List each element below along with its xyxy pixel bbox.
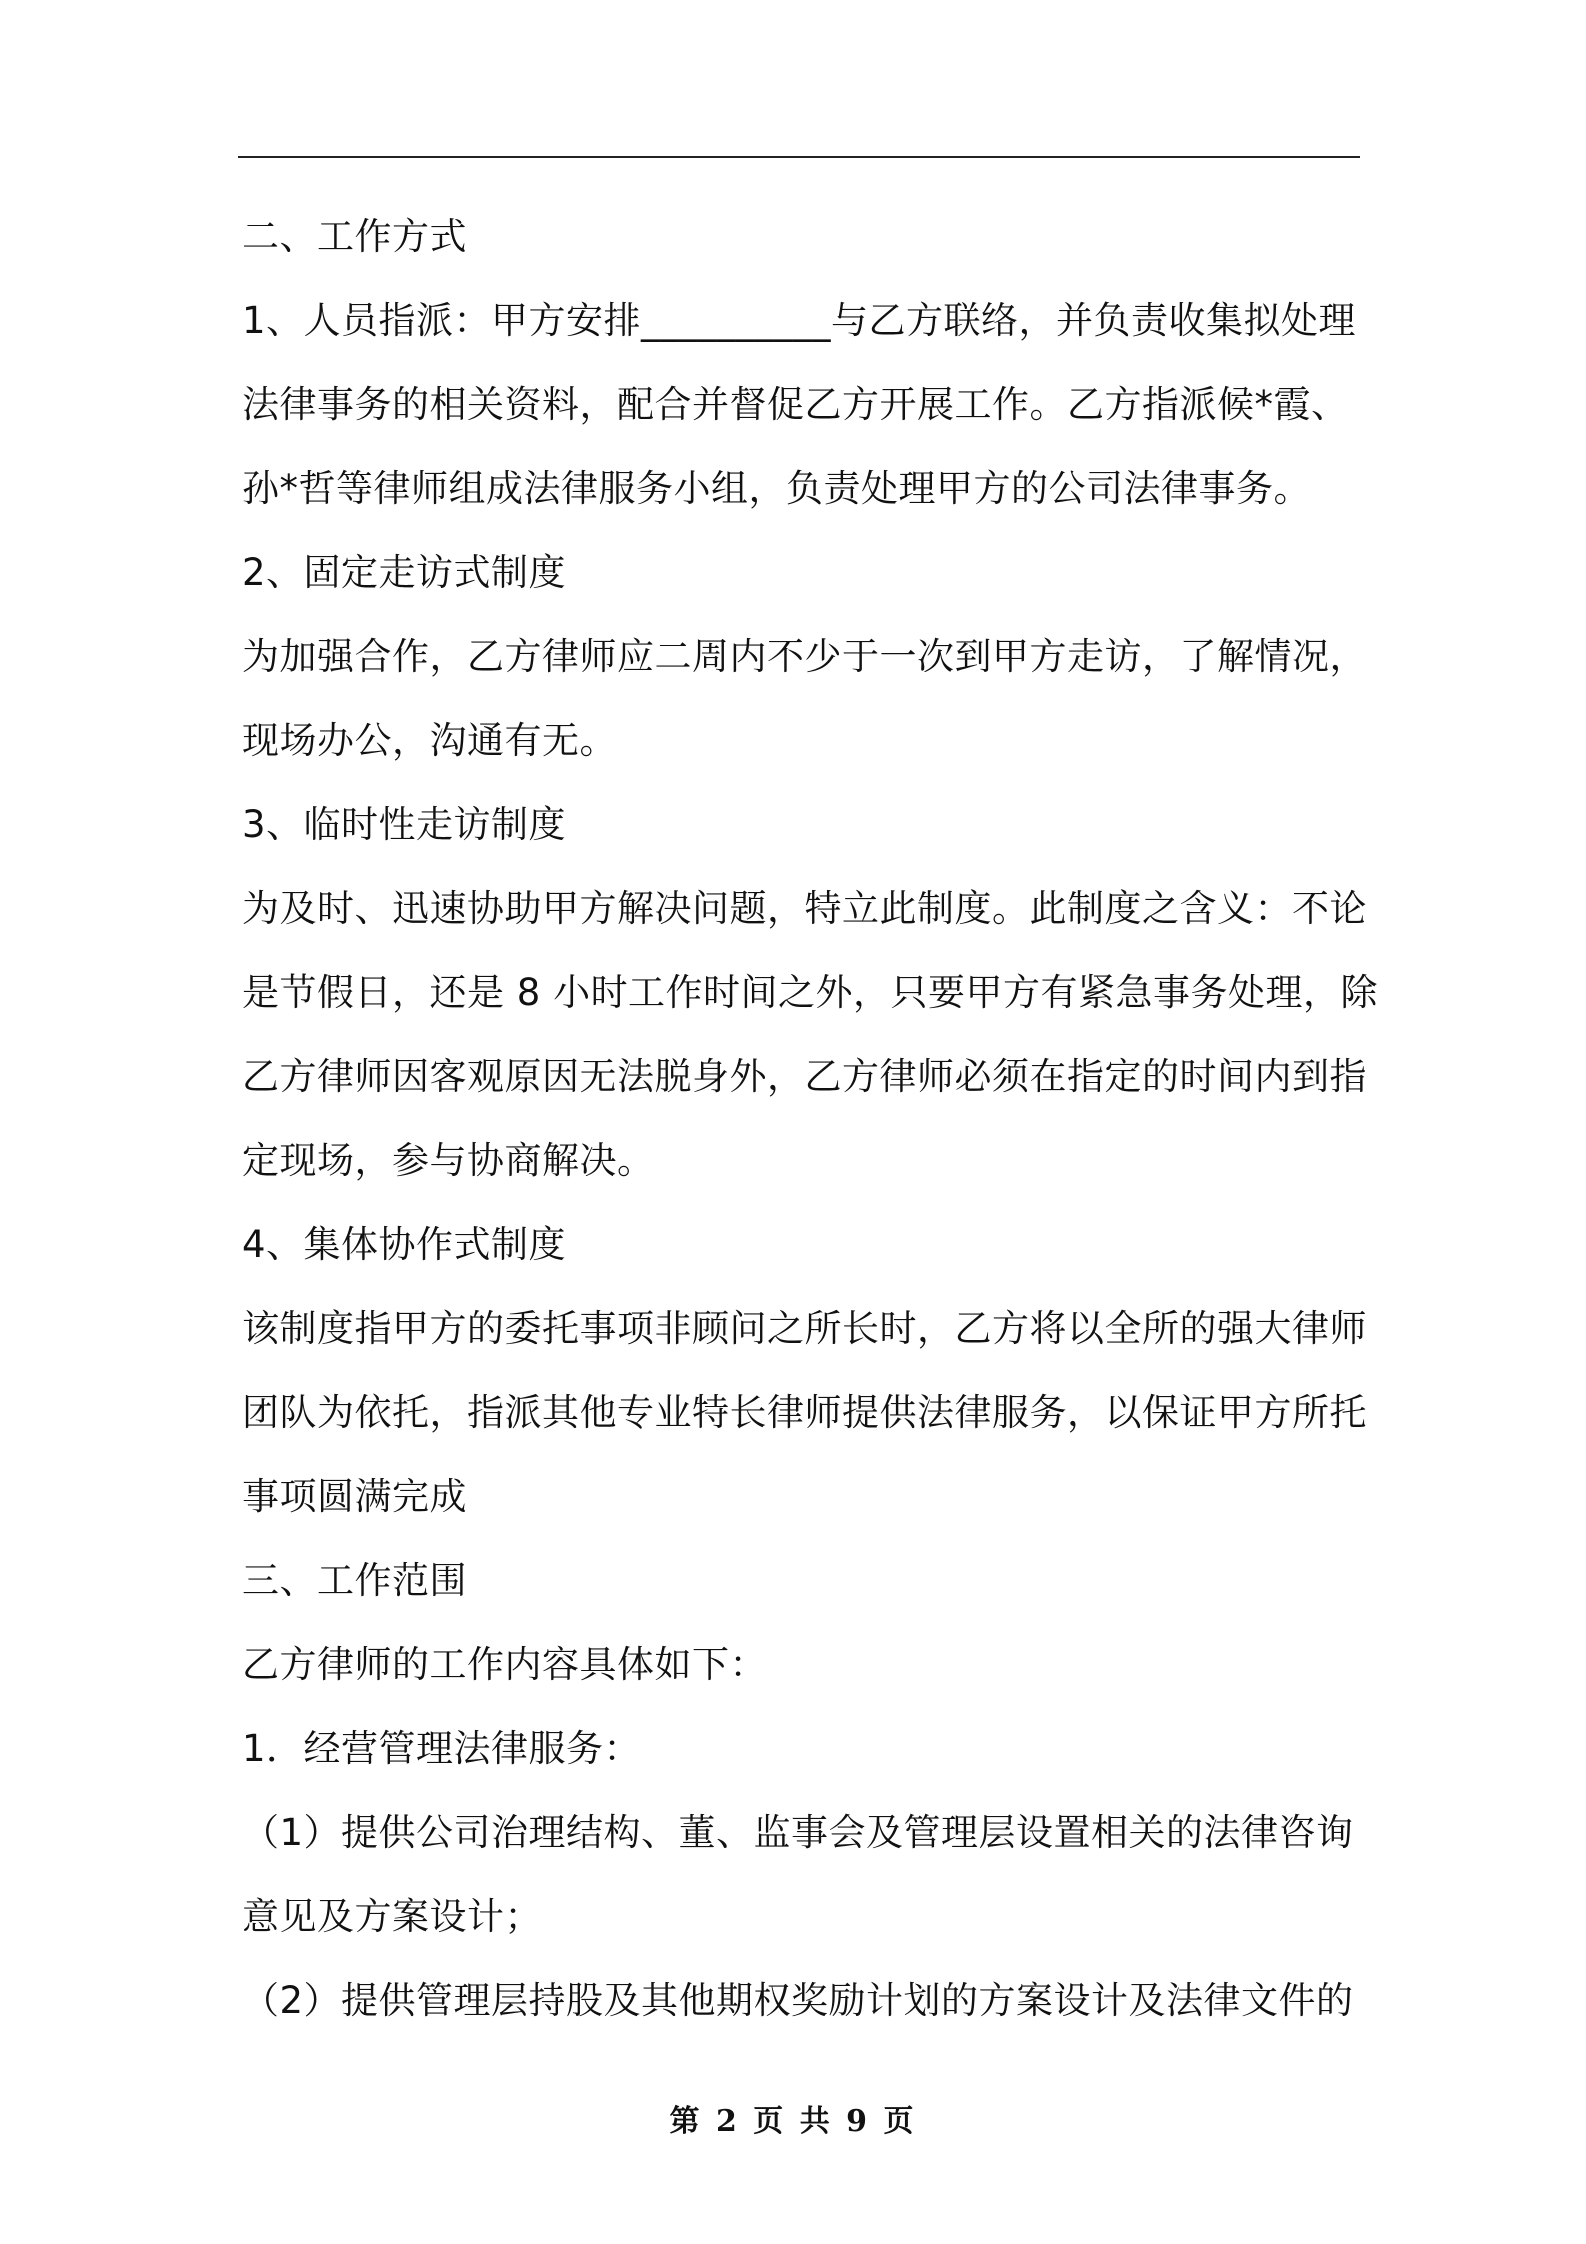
list-heading-management-legal-services: 1．经营管理法律服务： <box>242 1727 642 1770</box>
body-line: 为及时、迅速协助甲方解决问题，特立此制度。此制度之含义：不论 <box>242 887 1367 930</box>
page-number-footer: 第 2 页 共 9 页 <box>669 2104 917 2139</box>
body-line: 法律事务的相关资料，配合并督促乙方开展工作。乙方指派候*霞、 <box>242 383 1349 426</box>
body-line: 乙方律师的工作内容具体如下： <box>242 1643 767 1686</box>
body-line: 定现场，参与协商解决。 <box>242 1139 655 1182</box>
body-line: 意见及方案设计； <box>242 1895 542 1938</box>
subheading-fixed-visit: 2、固定走访式制度 <box>242 551 567 594</box>
body-line: 孙*哲等律师组成法律服务小组，负责处理甲方的公司法律事务。 <box>242 467 1311 510</box>
body-line: 乙方律师因客观原因无法脱身外，乙方律师必须在指定的时间内到指 <box>242 1055 1367 1098</box>
document-body <box>242 195 1379 2043</box>
section-heading-work-method: 二、工作方式 <box>242 215 467 258</box>
body-line: 事项圆满完成 <box>242 1475 467 1518</box>
subheading-temporary-visit: 3、临时性走访制度 <box>242 803 567 846</box>
body-line: 是节假日，还是 8 小时工作时间之外，只要甲方有紧急事务处理，除 <box>242 971 1379 1014</box>
body-line: 为加强合作，乙方律师应二周内不少于一次到甲方走访，了解情况， <box>242 635 1367 678</box>
list-item-1: （1）提供公司治理结构、董、监事会及管理层设置相关的法律咨询 <box>242 1811 1354 1854</box>
list-item-2: （2）提供管理层持股及其他期权奖励计划的方案设计及法律文件的 <box>242 1979 1354 2022</box>
subheading-collective-cooperation: 4、集体协作式制度 <box>242 1223 567 1266</box>
body-line: 现场办公，沟通有无。 <box>242 719 617 762</box>
body-line: 该制度指甲方的委托事项非顾问之所长时，乙方将以全所的强大律师 <box>242 1307 1367 1350</box>
body-line: 1、人员指派：甲方安排__________与乙方联络，并负责收集拟处理 <box>242 299 1357 342</box>
section-heading-work-scope: 三、工作范围 <box>242 1559 467 1602</box>
body-line: 团队为依托，指派其他专业特长律师提供法律服务，以保证甲方所托 <box>242 1391 1367 1434</box>
header-rule <box>238 156 1360 158</box>
